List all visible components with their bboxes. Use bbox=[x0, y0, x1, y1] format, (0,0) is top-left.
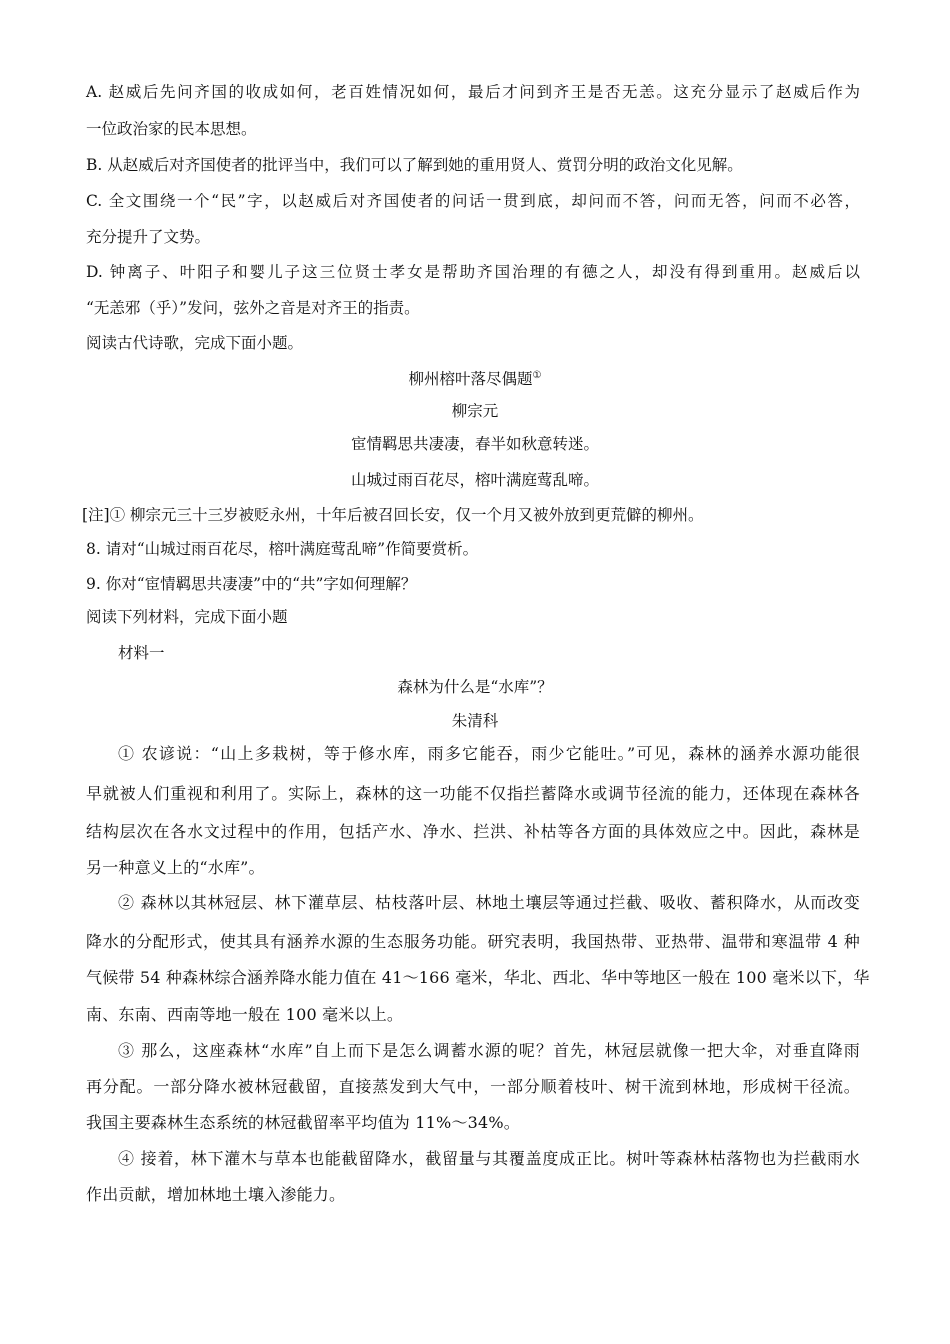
question-9: 9. 你对“宦情羁思共凄凄”中的“共”字如何理解？ bbox=[86, 575, 417, 593]
poem-line-1: 宦情羁思共凄凄，春半如秋意转迷。 bbox=[350, 435, 599, 453]
article-author: 朱清科 bbox=[451, 712, 499, 730]
option-c-line-2: 充分提升了文势。 bbox=[86, 228, 211, 246]
paragraph-2-line-3: 气候带 54 种森林综合涵养降水能力值在 41～166 毫米，华北、西北、华中等地区一般在 100 毫米以下，华 bbox=[86, 968, 870, 987]
paragraph-3-line-2: 再分配。一部分降水被林冠截留，直接蒸发到大气中，一部分顺着枝叶、树干流到林地，形成树干径流。 bbox=[86, 1077, 860, 1096]
paragraph-2-line-1: ② 森林以其林冠层、林下灌草层、枯枝落叶层、林地土壤层等通过拦截、吸收、蓄积降水，从而改变 bbox=[118, 893, 860, 912]
poem-title: 柳州榕叶落尽偶题 bbox=[408, 370, 533, 389]
poem-title-note-mark: ① bbox=[532, 370, 542, 381]
option-a-line-1: A. 赵威后先问齐国的收成如何，老百姓情况如何，最后才问到齐王是否无恙。这充分显示了赵威后作为 bbox=[86, 83, 860, 101]
option-d-line-1: D. 钟离子、叶阳子和婴儿子这三位贤士孝女是帮助齐国治理的有德之人，却没有得到重用。赵威后以 bbox=[86, 263, 860, 281]
paragraph-2-line-2: 降水的分配形式，使其具有涵养水源的生态服务功能。研究表明，我国热带、亚热带、温带和寒温带 4 种 bbox=[86, 932, 860, 951]
question-8: 8. 请对“山城过雨百花尽，榕叶满庭莺乱啼”作简要赏析。 bbox=[86, 540, 479, 558]
paragraph-2-line-4: 南、东南、西南等地一般在 100 毫米以上。 bbox=[86, 1005, 404, 1024]
poem-line-2: 山城过雨百花尽，榕叶满庭莺乱啼。 bbox=[350, 471, 599, 489]
paragraph-1-line-1: ① 农谚说：“山上多栽树，等于修水库，雨多它能吞，雨少它能吐。”可见，森林的涵养水源功能很 bbox=[118, 744, 860, 763]
material-label: 材料一 bbox=[118, 644, 165, 662]
paragraph-4-line-1: ④ 接着，林下灌木与草本也能截留降水，截留量与其覆盖度成正比。树叶等森林枯落物也为拦截雨水 bbox=[118, 1149, 860, 1168]
poem-intro: 阅读古代诗歌，完成下面小题。 bbox=[86, 334, 304, 352]
material-intro: 阅读下列材料，完成下面小题 bbox=[86, 608, 288, 626]
poem-title-block bbox=[0, 366, 950, 389]
paragraph-3-line-3: 我国主要森林生态系统的林冠截留率平均值为 11%～34%。 bbox=[86, 1113, 521, 1132]
poem-author: 柳宗元 bbox=[451, 402, 499, 420]
paragraph-1-line-4: 另一种意义上的“水库”。 bbox=[86, 858, 265, 877]
paragraph-4-line-2: 作出贡献，增加林地土壤入渗能力。 bbox=[86, 1185, 346, 1204]
option-c-line-1: C. 全文围绕一个“民”字，以赵威后对齐国使者的问话一贯到底，却问而不答，问而无答，问而不必答， bbox=[86, 192, 860, 210]
option-b: B. 从赵威后对齐国使者的批评当中，我们可以了解到她的重用贤人、赏罚分明的政治文化见解。 bbox=[86, 156, 743, 174]
paragraph-1-line-2: 早就被人们重视和利用了。实际上，森林的这一功能不仅指拦蓄降水或调节径流的能力，还体现在森林各 bbox=[86, 784, 860, 803]
article-title: 森林为什么是“水库”？ bbox=[397, 678, 553, 696]
poem-note: [注]① 柳宗元三十三岁被贬永州，十年后被召回长安，仅一个月又被外放到更荒僻的柳州。 bbox=[82, 506, 704, 524]
option-d-line-2: “无恙邪（乎）”发问，弦外之音是对齐王的指责。 bbox=[86, 299, 420, 317]
paragraph-1-line-3: 结构层次在各水文过程中的作用，包括产水、净水、拦洪、补枯等各方面的具体效应之中。因此，森林是 bbox=[86, 822, 860, 841]
option-a-line-2: 一位政治家的民本思想。 bbox=[86, 120, 257, 138]
paragraph-3-line-1: ③ 那么，这座森林“水库”自上而下是怎么调蓄水源的呢？首先，林冠层就像一把大伞，对垂直降雨 bbox=[118, 1041, 860, 1060]
